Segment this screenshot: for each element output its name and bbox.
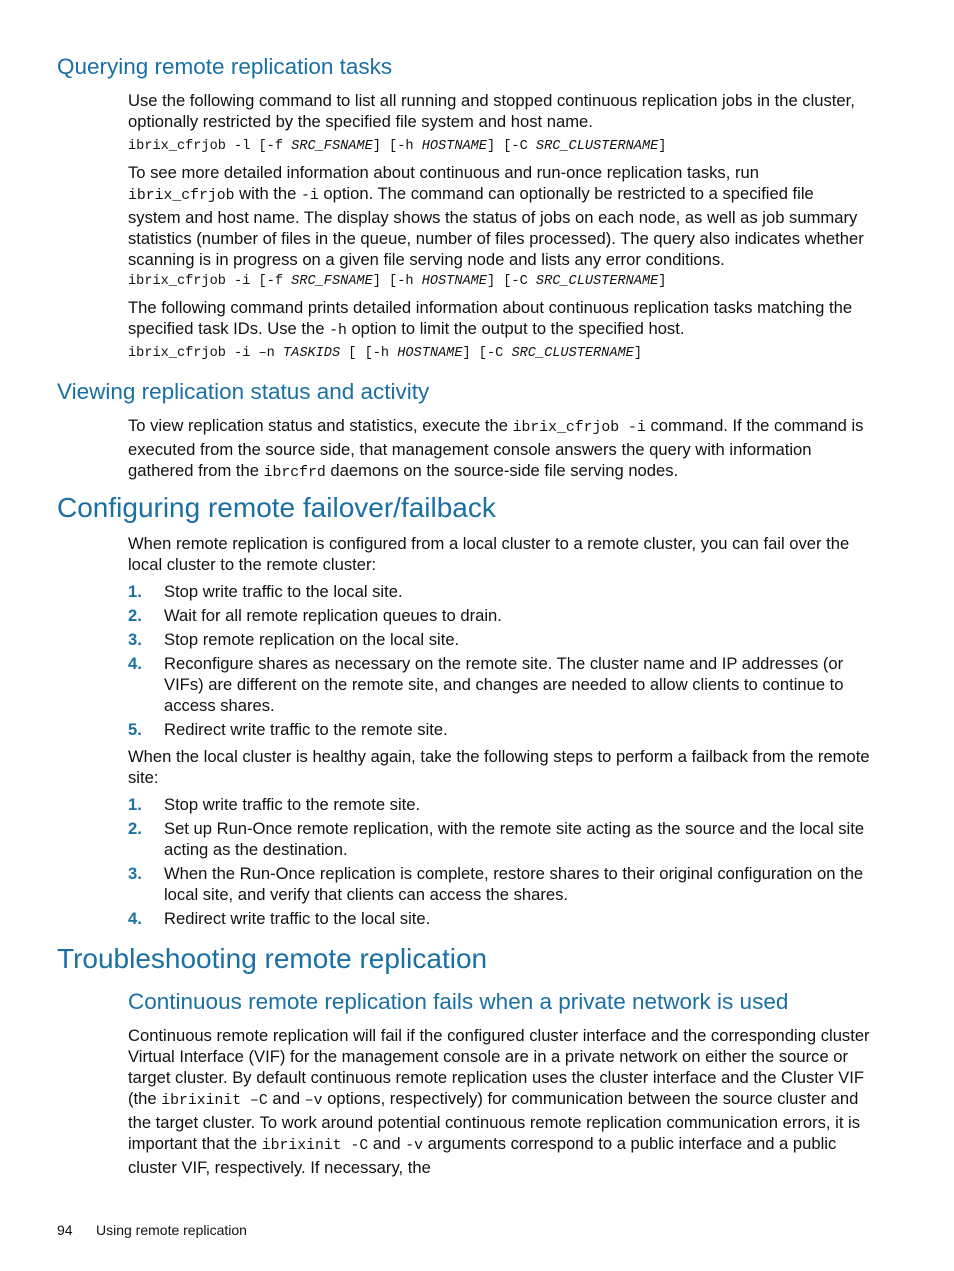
cmd-text: ]: [658, 139, 667, 154]
cmd-arg: HOSTNAME: [421, 274, 487, 289]
paragraph-private-network: [128, 1025, 870, 1178]
step-number: 4.: [128, 909, 142, 928]
text: with the: [234, 184, 301, 203]
step-text: Reconfigure shares as necessary on the remote site. The cluster name and IP addresses (or VIFs) are different on the remote site, and changes are needed to allow clients to continue to access shares.: [164, 654, 844, 715]
step-text: Stop write traffic to the local site.: [164, 582, 403, 601]
list-item: [128, 794, 870, 815]
paragraph-view-status: [128, 415, 870, 484]
cmd-text: ] [-h: [372, 139, 422, 154]
heading-failover-failback: Configuring remote failover/failback: [57, 492, 496, 523]
cmd-text: ]: [658, 274, 667, 289]
inline-code: –v: [304, 1093, 323, 1109]
heading-viewing-status: Viewing replication status and activity: [57, 379, 430, 404]
step-text: Wait for all remote replication queues to drain.: [164, 606, 502, 625]
inline-code: ibrix_cfrjob -i: [512, 420, 646, 436]
step-text: Set up Run-Once remote replication, with the remote site acting as the source and the local site acting as the destination.: [164, 819, 865, 859]
inline-code: ibrcfrd: [263, 465, 326, 481]
inline-code: -i: [300, 188, 319, 204]
cmd-arg: TASKIDS: [283, 346, 341, 361]
cmd-text: ] [-C: [462, 346, 512, 361]
inline-code: -h: [329, 323, 347, 339]
cmd-text: ]: [633, 346, 642, 361]
cmd-arg: SRC_CLUSTERNAME: [535, 139, 659, 154]
inline-code: ibrixinit -C: [261, 1138, 369, 1154]
paragraph-failover-intro: When remote replication is configured from a local cluster to a remote cluster, you can fail over the local cluster to the remote cluster:: [128, 534, 850, 574]
cmd-text: ibrix_cfrjob -i [-f: [128, 274, 292, 289]
list-item: [128, 719, 870, 740]
list-item: [128, 863, 870, 905]
step-number: 2.: [128, 606, 142, 625]
inline-code: ibrixinit –C: [161, 1093, 268, 1109]
list-item: [128, 908, 870, 929]
text: and: [267, 1089, 305, 1108]
step-number: 1.: [128, 795, 142, 814]
inline-code: ibrix_cfrjob: [128, 188, 235, 204]
text: option. The command can optionally be restricted to a specified file system and host name. The display shows the status of jobs on each node, as well as job summary statistics (number of files in the queue, number of files processed). The query also indicates whether scanning is in progress on a given file serving node and lists any error conditions.: [128, 184, 864, 269]
text: options, respectively) for communication between the source cluster and the target cluster. To work around potential continuous remote replication communication errors, it is important that the: [128, 1089, 861, 1153]
cmd-text: ] [-h: [372, 274, 422, 289]
step-text: Stop write traffic to the remote site.: [164, 795, 421, 814]
list-item: [128, 653, 870, 716]
page-number: 94: [57, 1222, 73, 1238]
subheading-private-network: Continuous remote replication fails when a private network is used: [128, 989, 789, 1014]
text: arguments correspond to a public interface and a public cluster VIF, respectively. If necessary, the: [128, 1134, 837, 1177]
cmd-text: [ [-h: [340, 346, 398, 361]
step-text: Stop remote replication on the local site.: [164, 630, 460, 649]
step-text: Redirect write traffic to the remote site.: [164, 720, 448, 739]
command-task-ids: [128, 346, 642, 361]
step-text: Redirect write traffic to the local site.: [164, 909, 431, 928]
heading-querying-tasks: Querying remote replication tasks: [57, 54, 393, 79]
list-item: [128, 605, 870, 626]
text: option to limit the output to the specified host.: [346, 319, 685, 338]
step-number: 4.: [128, 654, 142, 673]
cmd-arg: HOSTNAME: [421, 139, 487, 154]
cmd-text: ] [-C: [486, 139, 536, 154]
text: and: [368, 1134, 406, 1153]
cmd-text: ] [-C: [486, 274, 536, 289]
cmd-text: ibrix_cfrjob -i –n: [128, 346, 283, 361]
text: To see more detailed information about continuous and run-once replication tasks, run: [128, 163, 759, 182]
list-item: [128, 581, 870, 602]
list-item: [128, 629, 870, 650]
list-item: [128, 818, 870, 860]
cmd-arg: SRC_FSNAME: [291, 274, 373, 289]
paragraph-detailed-info: [128, 162, 870, 270]
cmd-text: ibrix_cfrjob -l [-f: [128, 139, 292, 154]
command-list-jobs: [128, 139, 666, 154]
step-number: 3.: [128, 630, 142, 649]
text: command. If the command is executed from the source side, that management console answers the query with information gathered from the: [128, 416, 864, 480]
step-text: When the Run-Once replication is complete, restore shares to their original configuration on the local site, and verify that clients can access the shares.: [164, 864, 864, 904]
heading-troubleshooting: Troubleshooting remote replication: [57, 943, 488, 974]
page-footer: [57, 1222, 247, 1238]
step-number: 2.: [128, 819, 142, 838]
cmd-arg: SRC_FSNAME: [291, 139, 373, 154]
paragraph-task-ids: [128, 297, 870, 342]
text: Continuous remote replication will fail if the configured cluster interface and the corresponding cluster Virtual Interface (VIF) for the management console are in a private network on either the source or target cluster. By default continuous remote replication uses the cluster interface and the Cluster VIF (the: [128, 1026, 870, 1108]
cmd-arg: SRC_CLUSTERNAME: [511, 346, 634, 361]
step-number: 5.: [128, 720, 142, 739]
text: daemons on the source-side file serving nodes.: [325, 461, 679, 480]
footer-title: Using remote replication: [96, 1222, 247, 1238]
cmd-arg: HOSTNAME: [397, 346, 463, 361]
step-number: 1.: [128, 582, 142, 601]
paragraph-list-jobs: Use the following command to list all running and stopped continuous replication jobs in the cluster, optionally restricted by the specified file system and host name.: [128, 91, 855, 131]
inline-code: -v: [405, 1138, 423, 1154]
step-number: 3.: [128, 864, 142, 883]
paragraph-failback-intro: When the local cluster is healthy again, take the following steps to perform a failback from the remote site:: [128, 747, 870, 787]
text: To view replication status and statistics, execute the: [128, 416, 513, 435]
cmd-arg: SRC_CLUSTERNAME: [535, 274, 659, 289]
text: The following command prints detailed information about continuous replication tasks matching the specified task IDs. Use the: [128, 298, 853, 338]
command-detailed-info: [128, 274, 666, 289]
